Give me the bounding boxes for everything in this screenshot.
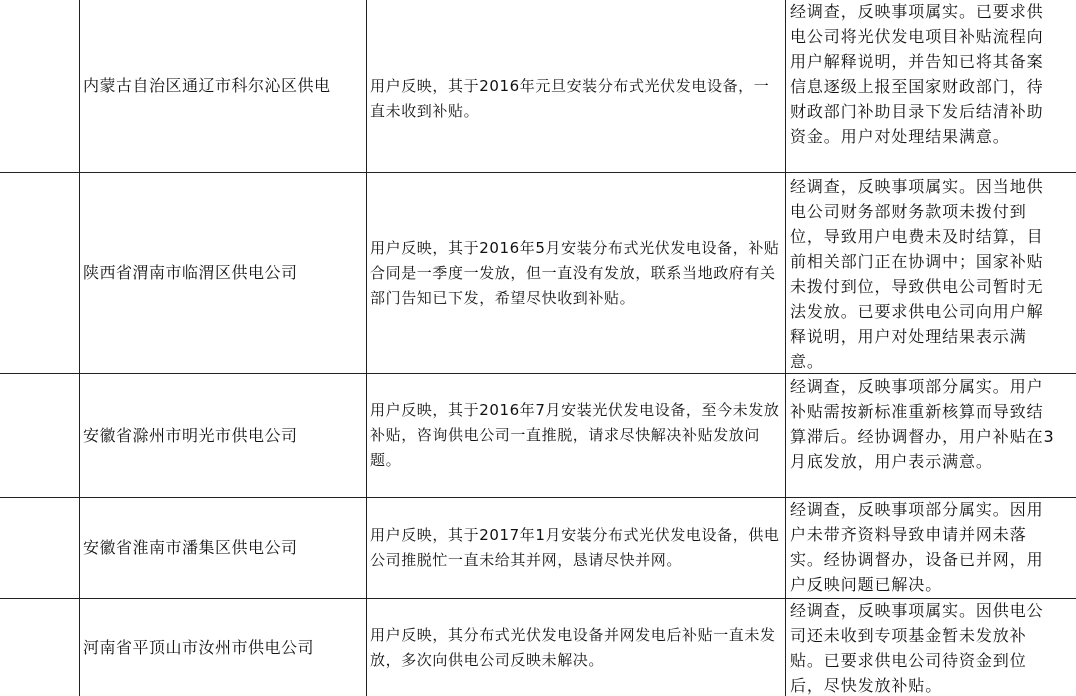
issue-text: 用户反映，其于2016年7月安装光伏发电设备，至今未发放补贴，咨询供电公司一直推脱，请求尽快解决补贴发放问题。 [370,401,780,469]
result-text: 经调查，反映事项部分属实。用户补贴需按新标准重新核算而导致结算滞后。经协调督办，用户补贴在3月底发放，用户表示满意。 [790,377,1055,471]
result-text: 经调查，反映事项属实。已要求供电公司将光伏发电项目补贴流程向用户解释说明，并告知已将其备案信息逐级上报至国家财政部门，待财政部门补助目录下发后结清补助资金。用户对处理结果满意。 [790,2,1044,146]
issue-cell [367,0,785,172]
result-text: 经调查，反映事项属实。因当地供电公司财务部财务款项未拨付到位，导致用户电费未及时结算，目前相关部门正在协调中；国家补贴未拨付到位，导致供电公司暂时无法发放。已要求供电公司向用户解释说明，用户对处理结果表示满意。 [790,177,1044,371]
issue-text: 用户反映，其于2016年5月安装分布式光伏发电设备，补贴合同是一季度一发放，但一直没有发放，联系当地政府有关部门告知已下发，希望尽快收到补贴。 [370,238,780,307]
result-cell [786,173,1058,373]
result-text: 经调查，反映事项属实。因供电公司还未收到专项基金暂未发放补贴。已要求供电公司待资金到位后，尽快发放补贴。 [790,601,1044,695]
unit-cell [80,599,366,696]
issue-cell [367,599,785,696]
issue-cell [367,498,785,598]
unit-cell [80,0,366,172]
issue-text: 用户反映，其于2017年1月安装分布式光伏发电设备，供电公司推脱忙一直未给其并网，恳请尽快并网。 [370,526,780,569]
unit-cell [80,374,366,497]
unit-cell [80,173,366,373]
result-cell [786,599,1058,696]
unit-text: 陕西省渭南市临渭区供电公司 [83,263,298,282]
result-cell [786,374,1058,497]
unit-text: 安徽省淮南市潘集区供电公司 [83,538,298,557]
result-text: 经调查，反映事项部分属实。因用户未带齐资料导致申请并网未落实。经协调督办，设备已并网，用户反映问题已解决。 [790,500,1044,594]
issue-cell [367,173,785,373]
issue-cell [367,374,785,497]
issue-text: 用户反映，其于2016年元旦安装分布式光伏发电设备，一直未收到补贴。 [370,77,770,120]
unit-text: 河南省平顶山市汝州市供电公司 [83,637,315,657]
unit-text: 安徽省滁州市明光市供电公司 [83,425,298,445]
result-cell [786,498,1058,598]
result-cell [786,0,1058,172]
unit-text: 内蒙古自治区通辽市科尔沁区供电 [83,76,331,95]
issue-text: 用户反映，其分布式光伏发电设备并网发电后补贴一直未发放，多次向供电公司反映未解决。 [370,625,776,669]
unit-cell [80,498,366,598]
